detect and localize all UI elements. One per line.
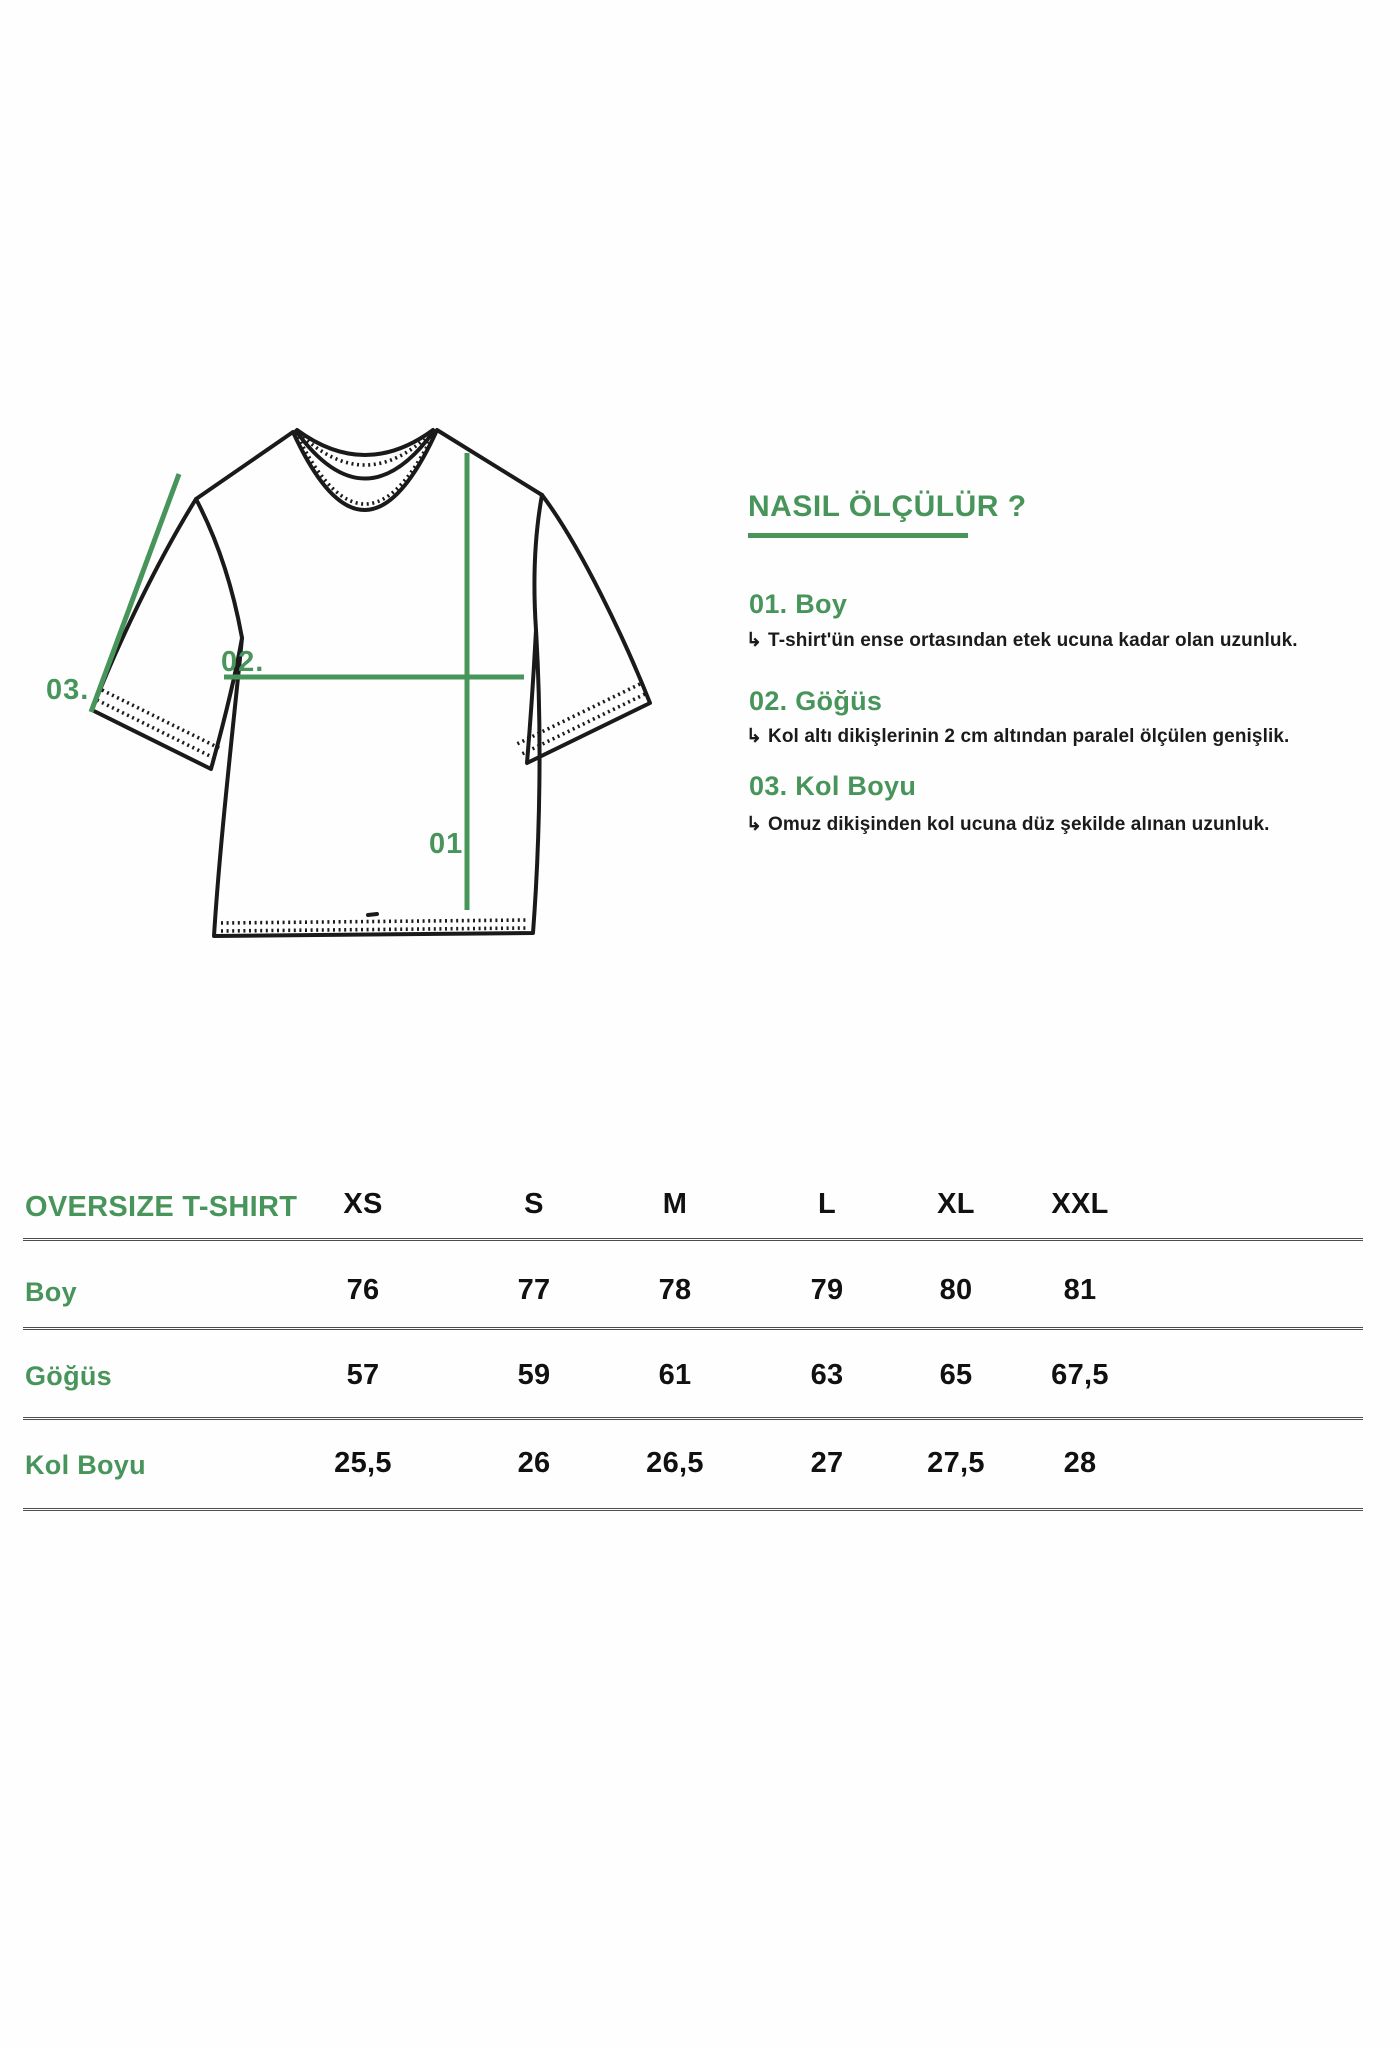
table-col-xl: XL xyxy=(937,1188,975,1220)
howto-text-kolboyu xyxy=(746,814,1270,836)
table-cell: 27,5 xyxy=(927,1447,985,1479)
table-divider xyxy=(23,1327,1363,1330)
diagram-label-02: 02. xyxy=(221,646,265,678)
table-cell: 61 xyxy=(658,1359,692,1391)
table-cell: 28 xyxy=(1063,1447,1097,1479)
howto-text-kolboyu-line: Omuz dikişinden kol ucuna düz şekilde alınan uzunluk. xyxy=(768,814,1270,835)
howto-text-gogus-line: Kol altı dikişlerinin 2 cm altından paralel ölçülen genişlik. xyxy=(768,726,1290,747)
diagram-label-03: 03. xyxy=(46,674,90,706)
table-cell: 25,5 xyxy=(334,1447,392,1479)
table-divider xyxy=(23,1508,1363,1511)
diagram-label-01: 01. xyxy=(429,828,473,860)
table-cell: 67,5 xyxy=(1051,1359,1109,1391)
howto-title: NASIL ÖLÇÜLÜR ? xyxy=(748,490,1027,523)
howto-heading-boy: 01. Boy xyxy=(749,589,848,619)
table-cell: 80 xyxy=(939,1274,973,1306)
howto-text-boy xyxy=(746,630,1298,652)
howto-heading-kolboyu: 03. Kol Boyu xyxy=(749,771,917,801)
howto-heading-gogus: 02. Göğüs xyxy=(749,686,883,716)
tshirt-measurement-diagram xyxy=(60,410,680,950)
table-row-label-gogus: Göğüs xyxy=(25,1361,112,1391)
measure-line-03-sleeve xyxy=(91,474,179,712)
table-divider xyxy=(23,1238,1363,1241)
table-col-xs: XS xyxy=(343,1188,383,1220)
table-col-m: M xyxy=(662,1188,688,1220)
howto-text-gogus xyxy=(746,726,1289,748)
table-col-xxl: XXL xyxy=(1051,1188,1109,1220)
table-cell: 26 xyxy=(517,1447,551,1479)
table-row-label-kolboyu: Kol Boyu xyxy=(25,1450,146,1480)
return-arrow-icon: ↳ xyxy=(746,630,763,651)
table-row-label-boy: Boy xyxy=(25,1277,77,1307)
table-cell: 63 xyxy=(810,1359,844,1391)
table-cell: 27 xyxy=(810,1447,844,1479)
return-arrow-icon: ↳ xyxy=(746,726,763,747)
table-cell: 79 xyxy=(810,1274,844,1306)
table-col-l: L xyxy=(817,1188,836,1220)
table-cell: 57 xyxy=(346,1359,380,1391)
table-cell: 65 xyxy=(939,1359,973,1391)
table-cell: 26,5 xyxy=(646,1447,704,1479)
table-col-s: S xyxy=(524,1188,544,1220)
table-cell: 81 xyxy=(1063,1274,1097,1306)
table-cell: 77 xyxy=(517,1274,551,1306)
howto-text-boy-line: T-shirt'ün ense ortasından etek ucuna kadar olan uzunluk. xyxy=(768,630,1298,651)
tshirt-outline xyxy=(92,430,650,936)
table-cell: 59 xyxy=(517,1359,551,1391)
howto-title-underline xyxy=(748,533,968,538)
table-product-title: OVERSIZE T-SHIRT xyxy=(25,1191,298,1223)
return-arrow-icon: ↳ xyxy=(746,814,763,835)
table-cell: 76 xyxy=(346,1274,380,1306)
table-cell: 78 xyxy=(658,1274,692,1306)
table-divider xyxy=(23,1417,1363,1420)
